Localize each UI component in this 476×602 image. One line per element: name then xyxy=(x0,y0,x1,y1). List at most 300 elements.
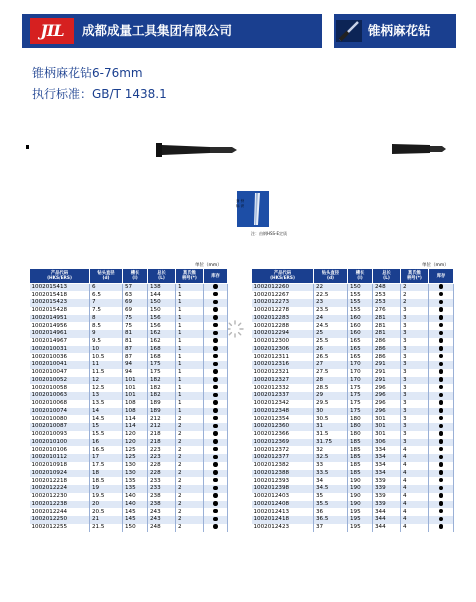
cell-morse-taper: 4 xyxy=(401,485,429,493)
cell-diameter: 35.5 xyxy=(314,501,348,509)
cell-total-length: 189 xyxy=(148,408,176,416)
cell-diameter: 15 xyxy=(90,423,123,431)
in-stock-icon xyxy=(439,377,444,382)
cell-diameter: 21.5 xyxy=(90,524,123,532)
cell-stock xyxy=(429,470,454,478)
cell-morse-taper: 3 xyxy=(401,338,429,346)
cell-morse-taper: 3 xyxy=(401,353,429,361)
cell-code: 1002014961 xyxy=(30,330,90,338)
cell-stock xyxy=(429,322,454,330)
cell-diameter: 20 xyxy=(90,501,123,509)
cell-total-length: 212 xyxy=(148,423,176,431)
cell-code: 1002015428 xyxy=(30,307,90,315)
table-row xyxy=(30,361,228,369)
table-row xyxy=(252,353,454,361)
cell-stock xyxy=(429,508,454,516)
cell-total-length: 301 xyxy=(373,431,401,439)
table-row xyxy=(30,315,228,323)
cell-code: 1002012382 xyxy=(252,462,314,470)
in-stock-icon xyxy=(439,509,444,514)
in-stock-icon xyxy=(213,292,218,297)
cell-total-length: 212 xyxy=(148,415,176,423)
cell-morse-taper: 1 xyxy=(176,284,204,292)
cell-code: 1002010047 xyxy=(30,369,90,377)
cell-stock xyxy=(204,299,228,307)
in-stock-icon xyxy=(439,323,444,328)
cell-morse-taper: 3 xyxy=(401,322,429,330)
in-stock-icon xyxy=(213,284,218,289)
cell-morse-taper: 3 xyxy=(401,377,429,385)
cell-total-length: 182 xyxy=(148,392,176,400)
cell-morse-taper: 1 xyxy=(176,408,204,416)
cell-stock xyxy=(204,330,228,338)
cell-diameter: 26 xyxy=(314,346,348,354)
cell-diameter: 7.5 xyxy=(90,307,123,315)
cell-flute-length: 165 xyxy=(348,346,373,354)
cell-stock xyxy=(204,284,228,292)
cell-code: 1002010036 xyxy=(30,353,90,361)
cell-total-length: 168 xyxy=(148,353,176,361)
cell-morse-taper: 2 xyxy=(176,508,204,516)
cell-morse-taper: 4 xyxy=(401,524,429,532)
product-name: 锥柄麻花钻 xyxy=(368,23,431,38)
cell-stock xyxy=(429,369,454,377)
header-flute-length: 槽长 (l) xyxy=(348,269,373,284)
table-row xyxy=(252,330,454,338)
cell-total-length: 286 xyxy=(373,346,401,354)
cell-code: 1002012300 xyxy=(252,338,314,346)
in-stock-icon xyxy=(439,362,444,367)
cell-code: 1002014951 xyxy=(30,315,90,323)
cell-code: 1002010041 xyxy=(30,361,90,369)
cell-flute-length: 94 xyxy=(123,369,148,377)
cell-diameter: 11 xyxy=(90,361,123,369)
cell-code: 1002012418 xyxy=(252,516,314,524)
cell-morse-taper: 4 xyxy=(401,462,429,470)
table-row xyxy=(30,284,228,292)
cell-stock xyxy=(204,477,228,485)
cell-diameter: 34 xyxy=(314,477,348,485)
cell-code: 1002010106 xyxy=(30,446,90,454)
in-stock-icon xyxy=(439,486,444,491)
cell-diameter: 25 xyxy=(314,330,348,338)
table-row xyxy=(252,485,454,493)
table-row xyxy=(30,384,228,392)
in-stock-icon xyxy=(213,377,218,382)
bullet-marker xyxy=(26,145,29,149)
icon-caption-top: 身 份 标 识 xyxy=(236,199,245,208)
cell-diameter: 35 xyxy=(314,493,348,501)
icon-caption: 注：由钢HSS-E定质 xyxy=(251,231,288,236)
table-header-row xyxy=(252,269,454,284)
company-logo: JIL xyxy=(30,18,74,44)
cell-flute-length: 185 xyxy=(348,470,373,478)
table-row xyxy=(252,415,454,423)
header-banner xyxy=(22,14,456,48)
cell-total-length: 182 xyxy=(148,384,176,392)
cell-total-length: 223 xyxy=(148,446,176,454)
in-stock-icon xyxy=(439,493,444,498)
cell-flute-length: 195 xyxy=(348,516,373,524)
cell-diameter: 17 xyxy=(90,454,123,462)
table-row xyxy=(30,439,228,447)
table-row xyxy=(30,501,228,509)
cell-morse-taper: 2 xyxy=(401,299,429,307)
cell-flute-length: 160 xyxy=(348,315,373,323)
cell-flute-length: 170 xyxy=(348,377,373,385)
cell-code: 1002012316 xyxy=(252,361,314,369)
cell-code: 1002012372 xyxy=(252,446,314,454)
in-stock-icon xyxy=(213,346,218,351)
table-row xyxy=(252,493,454,501)
cell-total-length: 162 xyxy=(148,330,176,338)
cell-flute-length: 170 xyxy=(348,361,373,369)
cell-total-length: 281 xyxy=(373,315,401,323)
in-stock-icon xyxy=(213,501,218,506)
cell-diameter: 29 xyxy=(314,392,348,400)
cell-total-length: 138 xyxy=(148,284,176,292)
table-row xyxy=(252,501,454,509)
cell-flute-length: 155 xyxy=(348,291,373,299)
cell-code: 1002012332 xyxy=(252,384,314,392)
cell-morse-taper: 3 xyxy=(401,330,429,338)
cell-stock xyxy=(429,361,454,369)
cell-diameter: 14.5 xyxy=(90,415,123,423)
in-stock-icon xyxy=(439,315,444,320)
cell-code: 1002012327 xyxy=(252,377,314,385)
table-row xyxy=(252,369,454,377)
cell-flute-length: 94 xyxy=(123,361,148,369)
cell-flute-length: 135 xyxy=(123,477,148,485)
table-row xyxy=(30,485,228,493)
cell-morse-taper: 1 xyxy=(176,392,204,400)
cell-stock xyxy=(204,423,228,431)
cell-morse-taper: 4 xyxy=(401,508,429,516)
table-row xyxy=(252,400,454,408)
cell-flute-length: 140 xyxy=(123,501,148,509)
cell-flute-length: 75 xyxy=(123,315,148,323)
cell-stock xyxy=(204,462,228,470)
in-stock-icon xyxy=(213,478,218,483)
in-stock-icon xyxy=(213,315,218,320)
cell-flute-length: 120 xyxy=(123,431,148,439)
cell-diameter: 24.5 xyxy=(314,322,348,330)
in-stock-icon xyxy=(213,323,218,328)
in-stock-icon xyxy=(213,524,218,529)
cell-total-length: 334 xyxy=(373,462,401,470)
cell-total-length: 228 xyxy=(148,462,176,470)
cell-code: 1002014967 xyxy=(30,338,90,346)
table-row xyxy=(30,423,228,431)
cell-code: 1002012244 xyxy=(30,508,90,516)
table-row xyxy=(30,446,228,454)
cell-stock xyxy=(204,524,228,532)
cell-diameter: 22 xyxy=(314,284,348,292)
in-stock-icon xyxy=(213,493,218,498)
in-stock-icon xyxy=(439,478,444,483)
cell-code: 1002012398 xyxy=(252,485,314,493)
table-row xyxy=(252,462,454,470)
cell-stock xyxy=(204,470,228,478)
in-stock-icon xyxy=(439,292,444,297)
cell-stock xyxy=(204,446,228,454)
cell-total-length: 182 xyxy=(148,377,176,385)
cell-flute-length: 125 xyxy=(123,446,148,454)
cell-code: 1002010093 xyxy=(30,431,90,439)
cell-total-length: 339 xyxy=(373,501,401,509)
in-stock-icon xyxy=(439,369,444,374)
cell-code: 1002010080 xyxy=(30,415,90,423)
in-stock-icon xyxy=(439,393,444,398)
cell-diameter: 37 xyxy=(314,524,348,532)
cell-morse-taper: 3 xyxy=(401,431,429,439)
cell-morse-taper: 4 xyxy=(401,477,429,485)
in-stock-icon xyxy=(439,416,444,421)
cell-flute-length: 175 xyxy=(348,384,373,392)
cell-diameter: 27.5 xyxy=(314,369,348,377)
table-row xyxy=(30,493,228,501)
cell-flute-length: 185 xyxy=(348,446,373,454)
cell-morse-taper: 3 xyxy=(401,408,429,416)
cell-code: 1002012403 xyxy=(252,493,314,501)
cell-flute-length: 175 xyxy=(348,392,373,400)
in-stock-icon xyxy=(439,517,444,522)
cell-diameter: 15.5 xyxy=(90,431,123,439)
header-total-length: 总长 (L) xyxy=(148,269,176,284)
in-stock-icon xyxy=(439,462,444,467)
cell-morse-taper: 3 xyxy=(401,423,429,431)
table-row xyxy=(252,361,454,369)
cell-total-length: 286 xyxy=(373,353,401,361)
in-stock-icon xyxy=(213,408,218,413)
cell-morse-taper: 2 xyxy=(176,493,204,501)
table-row xyxy=(30,346,228,354)
cell-diameter: 9 xyxy=(90,330,123,338)
cell-morse-taper: 4 xyxy=(401,454,429,462)
cell-stock xyxy=(429,524,454,532)
cell-stock xyxy=(429,346,454,354)
in-stock-icon xyxy=(213,431,218,436)
cell-code: 1002010031 xyxy=(30,346,90,354)
cell-diameter: 18.5 xyxy=(90,477,123,485)
cell-flute-length: 108 xyxy=(123,408,148,416)
cell-stock xyxy=(429,353,454,361)
cell-code: 1002012413 xyxy=(252,508,314,516)
in-stock-icon xyxy=(213,354,218,359)
cell-stock xyxy=(429,377,454,385)
cell-total-length: 291 xyxy=(373,361,401,369)
cell-flute-length: 101 xyxy=(123,392,148,400)
cell-stock xyxy=(204,493,228,501)
table-row xyxy=(252,408,454,416)
cell-stock xyxy=(429,485,454,493)
in-stock-icon xyxy=(213,400,218,405)
cell-flute-length: 190 xyxy=(348,501,373,509)
cell-total-length: 286 xyxy=(373,338,401,346)
cell-total-length: 291 xyxy=(373,377,401,385)
cell-morse-taper: 2 xyxy=(176,477,204,485)
cell-stock xyxy=(204,454,228,462)
in-stock-icon xyxy=(439,400,444,405)
cell-stock xyxy=(429,446,454,454)
cell-flute-length: 108 xyxy=(123,400,148,408)
cell-code: 1002012273 xyxy=(252,299,314,307)
cell-diameter: 16.5 xyxy=(90,446,123,454)
header-diameter: 钻头直径 (d) xyxy=(90,269,123,284)
in-stock-icon xyxy=(213,509,218,514)
in-stock-icon xyxy=(213,331,218,336)
cell-flute-length: 180 xyxy=(348,431,373,439)
in-stock-icon xyxy=(213,447,218,452)
cell-total-length: 243 xyxy=(148,508,176,516)
cell-flute-length: 101 xyxy=(123,377,148,385)
table-row xyxy=(30,477,228,485)
cell-code: 1002010068 xyxy=(30,400,90,408)
cell-flute-length: 150 xyxy=(123,524,148,532)
cell-total-length: 238 xyxy=(148,493,176,501)
table-row xyxy=(30,330,228,338)
cell-morse-taper: 1 xyxy=(176,307,204,315)
cell-diameter: 31.5 xyxy=(314,431,348,439)
cell-code: 1002012360 xyxy=(252,423,314,431)
cell-diameter: 24 xyxy=(314,315,348,323)
cell-diameter: 28.5 xyxy=(314,384,348,392)
cell-stock xyxy=(429,423,454,431)
in-stock-icon xyxy=(213,517,218,522)
cell-stock xyxy=(204,291,228,299)
cell-total-length: 218 xyxy=(148,439,176,447)
unit-label-left: 单位（mm） xyxy=(195,263,222,268)
table-row xyxy=(252,377,454,385)
cell-morse-taper: 1 xyxy=(176,400,204,408)
cell-stock xyxy=(204,392,228,400)
cell-code: 1002012255 xyxy=(30,524,90,532)
cell-morse-taper: 1 xyxy=(176,353,204,361)
cell-stock xyxy=(429,408,454,416)
in-stock-icon xyxy=(213,369,218,374)
cell-flute-length: 150 xyxy=(348,284,373,292)
cell-flute-length: 63 xyxy=(123,291,148,299)
cell-morse-taper: 3 xyxy=(401,400,429,408)
cell-code: 1002012278 xyxy=(252,307,314,315)
cell-morse-taper: 1 xyxy=(176,322,204,330)
in-stock-icon xyxy=(439,524,444,529)
header-morse-taper: 莫氏锥 柄号(*) xyxy=(176,269,204,284)
cell-flute-length: 175 xyxy=(348,400,373,408)
cell-flute-length: 114 xyxy=(123,423,148,431)
in-stock-icon xyxy=(213,393,218,398)
cell-total-length: 233 xyxy=(148,477,176,485)
cell-total-length: 223 xyxy=(148,454,176,462)
cell-code: 1002015418 xyxy=(30,291,90,299)
in-stock-icon xyxy=(213,486,218,491)
cell-total-length: 334 xyxy=(373,454,401,462)
cell-stock xyxy=(429,431,454,439)
cell-total-length: 144 xyxy=(148,291,176,299)
cell-diameter: 22.5 xyxy=(314,291,348,299)
cell-total-length: 339 xyxy=(373,485,401,493)
cell-morse-taper: 2 xyxy=(401,291,429,299)
cell-morse-taper: 3 xyxy=(401,315,429,323)
cell-stock xyxy=(204,516,228,524)
cell-diameter: 10 xyxy=(90,346,123,354)
table-row xyxy=(30,400,228,408)
cell-total-length: 334 xyxy=(373,470,401,478)
cell-diameter: 6.5 xyxy=(90,291,123,299)
cell-morse-taper: 4 xyxy=(401,493,429,501)
cell-code: 1002012250 xyxy=(30,516,90,524)
cell-total-length: 156 xyxy=(148,322,176,330)
cell-flute-length: 185 xyxy=(348,462,373,470)
cell-morse-taper: 3 xyxy=(401,415,429,423)
cell-total-length: 248 xyxy=(148,524,176,532)
table-row xyxy=(30,291,228,299)
cell-diameter: 29.5 xyxy=(314,400,348,408)
in-stock-icon xyxy=(439,455,444,460)
cell-code: 1002010063 xyxy=(30,392,90,400)
table-row xyxy=(252,423,454,431)
cell-stock xyxy=(204,307,228,315)
standard-label: 执行标准：GB/T 1438.1 xyxy=(32,87,167,101)
in-stock-icon xyxy=(213,439,218,444)
cell-morse-taper: 1 xyxy=(176,369,204,377)
cell-morse-taper: 3 xyxy=(401,392,429,400)
cell-diameter: 36.5 xyxy=(314,516,348,524)
in-stock-icon xyxy=(439,385,444,390)
table-row xyxy=(252,384,454,392)
in-stock-icon xyxy=(439,431,444,436)
cell-morse-taper: 3 xyxy=(401,384,429,392)
page-title: 锥柄麻花钻6-76mm xyxy=(32,66,143,80)
table-row xyxy=(30,454,228,462)
cell-flute-length: 165 xyxy=(348,353,373,361)
cell-code: 1002012224 xyxy=(30,485,90,493)
cell-stock xyxy=(204,485,228,493)
cell-code: 1002012369 xyxy=(252,439,314,447)
table-row xyxy=(252,439,454,447)
table-row xyxy=(252,322,454,330)
cell-code: 1002010052 xyxy=(30,377,90,385)
cell-total-length: 301 xyxy=(373,415,401,423)
cell-total-length: 238 xyxy=(148,501,176,509)
table-row xyxy=(30,462,228,470)
cell-code: 1002010087 xyxy=(30,423,90,431)
cell-flute-length: 145 xyxy=(123,508,148,516)
table-row xyxy=(30,353,228,361)
cell-total-length: 281 xyxy=(373,322,401,330)
cell-stock xyxy=(204,322,228,330)
cell-total-length: 296 xyxy=(373,408,401,416)
table-row xyxy=(30,299,228,307)
cell-code: 1002010924 xyxy=(30,470,90,478)
cell-flute-length: 101 xyxy=(123,384,148,392)
cell-flute-length: 175 xyxy=(348,408,373,416)
cell-morse-taper: 2 xyxy=(176,415,204,423)
cell-morse-taper: 2 xyxy=(401,284,429,292)
cell-flute-length: 185 xyxy=(348,454,373,462)
company-name: 成都成量工具集团有限公司 xyxy=(82,23,233,38)
cell-code: 1002010918 xyxy=(30,462,90,470)
cell-morse-taper: 3 xyxy=(401,369,429,377)
cell-code: 1002012337 xyxy=(252,392,314,400)
table-row xyxy=(252,524,454,532)
table-row xyxy=(30,415,228,423)
cell-stock xyxy=(204,346,228,354)
cell-diameter: 25.5 xyxy=(314,338,348,346)
cell-stock xyxy=(429,501,454,509)
table-row xyxy=(252,284,454,292)
cell-diameter: 8 xyxy=(90,315,123,323)
